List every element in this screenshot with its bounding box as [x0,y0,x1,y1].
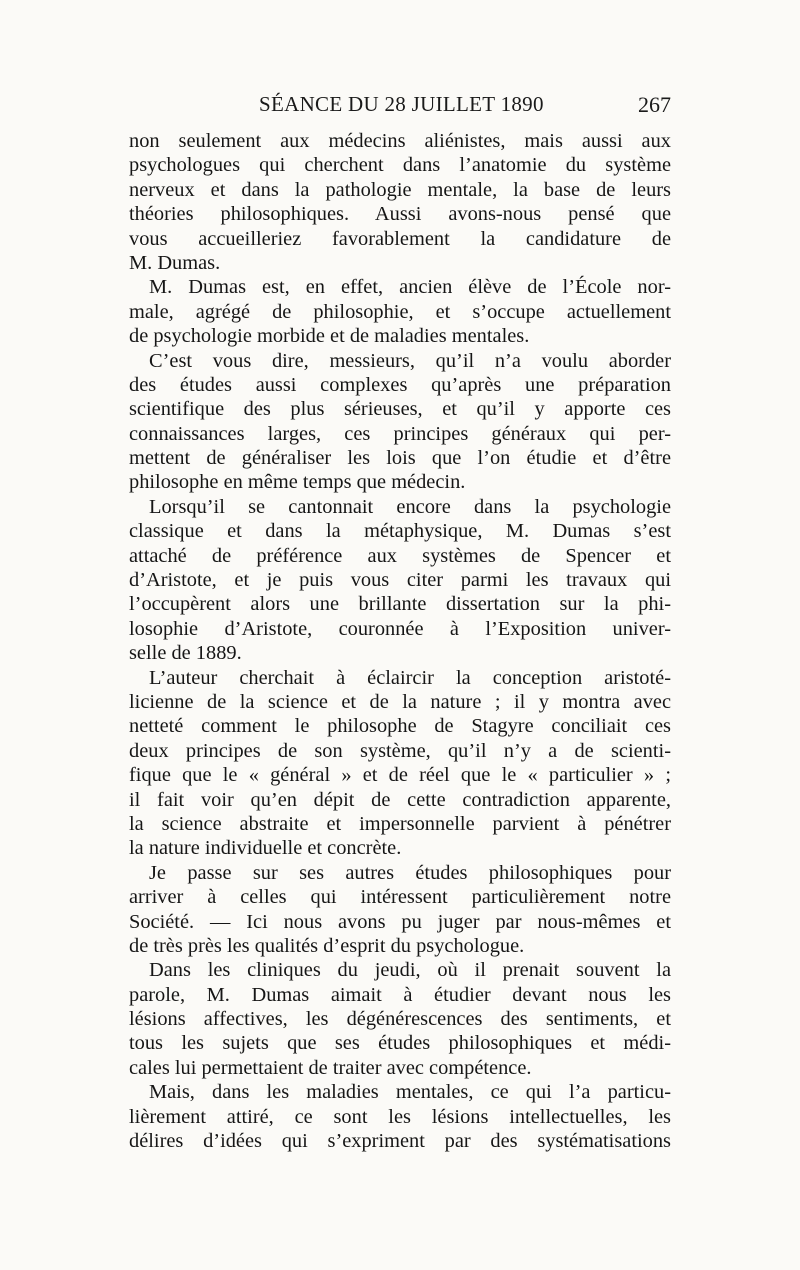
running-title: SÉANCE DU 28 JUILLET 1890 [259,92,544,116]
text-line: fique que le « général » et de réel que le « particulier » ; [129,764,671,787]
text-line: de très près les qualités d’esprit du psychologue. [129,934,525,957]
text-line: des études aussi complexes qu’après une préparation [129,373,671,396]
text-line: psychologues qui cherchent dans l’anatomie du système [129,154,671,177]
text-line: C’est vous dire, messieurs, qu’il n’a voulu aborder [149,349,671,372]
text-line: Je passe sur ses autres études philosophiques pour [149,861,671,884]
text-line: l’occupèrent alors une brillante dissertation sur la phi- [129,593,671,616]
text-line: délires d’idées qui s’expriment par des systématisations [129,1130,671,1153]
text-line: selle de 1889. [129,642,242,665]
body-text [129,129,671,1153]
text-line: scientifique des plus sérieuses, et qu’il y apporte ces [129,398,671,421]
text-line: connaissances larges, ces principes généraux qui per- [129,422,671,445]
page-number: 267 [638,92,671,117]
text-line: lièrement attiré, ce sont les lésions intellectuelles, les [129,1105,671,1128]
text-line: netteté comment le philosophe de Stagyre conciliait ces [129,715,671,738]
text-line: théories philosophiques. Aussi avons-nous pensé que [129,203,671,226]
text-line: cales lui permettaient de traiter avec compétence. [129,1056,532,1079]
text-line: arriver à celles qui intéressent particulièrement notre [129,886,671,909]
text-line: la science abstraite et impersonnelle parvient à pénétrer [129,812,671,835]
text-line: nerveux et dans la pathologie mentale, la base de leurs [129,178,671,201]
text-line: Société. — Ici nous avons pu juger par nous-mêmes et [129,910,671,933]
text-line: losophie d’Aristote, couronnée à l’Exposition univer- [129,617,671,640]
text-line: il fait voir qu’en dépit de cette contradiction apparente, [129,788,671,811]
text-line: d’Aristote, et je puis vous citer parmi les travaux qui [129,569,671,592]
text-line: male, agrégé de philosophie, et s’occupe actuellement [129,300,671,323]
text-line: Lorsqu’il se cantonnait encore dans la psychologie [149,495,671,518]
text-line: mettent de généraliser les lois que l’on étudie et d’être [129,447,671,470]
text-line: Dans les cliniques du jeudi, où il prenait souvent la [149,959,671,982]
text-line: vous accueilleriez favorablement la candidature de [129,227,671,250]
text-line: classique et dans la métaphysique, M. Dumas s’est [129,520,671,543]
text-line: deux principes de son système, qu’il n’y a de scienti- [129,739,671,762]
text-line: M. Dumas est, en effet, ancien élève de l’École nor- [149,276,671,299]
text-line: de psychologie morbide et de maladies mentales. [129,325,530,348]
text-line: M. Dumas. [129,251,221,274]
text-line: attaché de préférence aux systèmes de Spencer et [129,544,671,567]
text-line: Mais, dans les maladies mentales, ce qui l’a particu- [149,1081,671,1104]
text-line: la nature individuelle et concrète. [129,837,402,860]
text-line: philosophe en même temps que médecin. [129,471,466,494]
text-line: tous les sujets que ses études philosophiques et médi- [129,1032,671,1055]
text-line: L’auteur cherchait à éclaircir la conception aristoté- [149,666,671,689]
page-header [129,88,671,122]
text-line: licienne de la science et de la nature ; il y montra avec [129,690,671,713]
text-line: lésions affectives, les dégénérescences des sentiments, et [129,1008,671,1031]
text-line: non seulement aux médecins aliénistes, mais aussi aux [129,130,671,152]
text-line: parole, M. Dumas aimait à étudier devant nous les [129,983,671,1006]
